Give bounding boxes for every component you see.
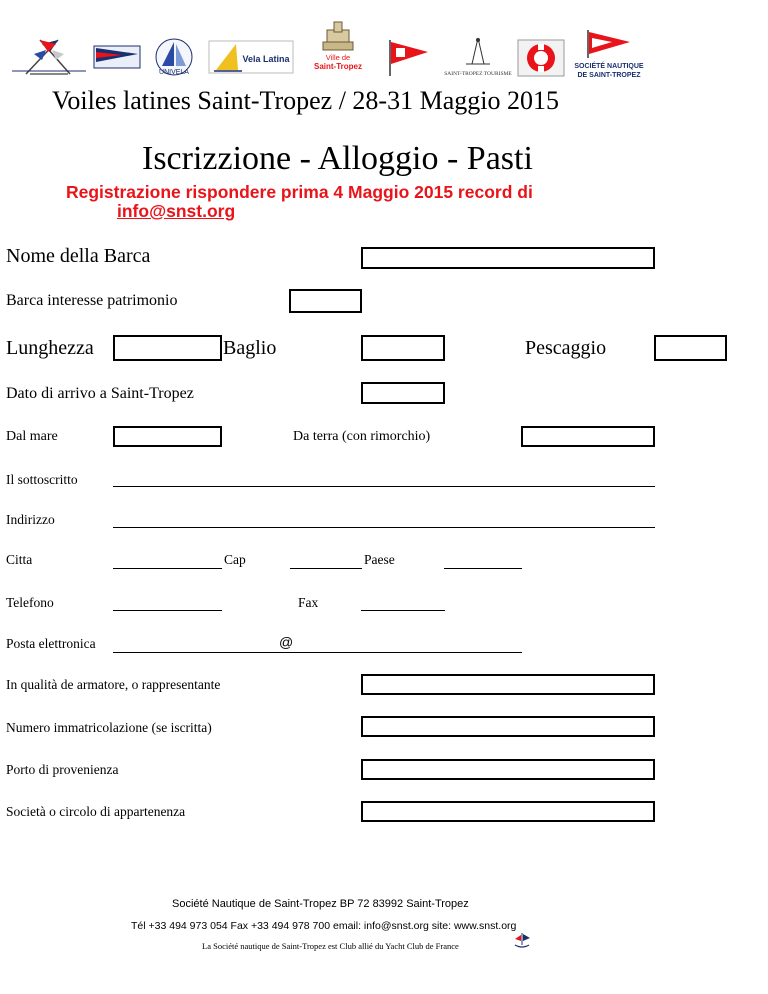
snst-burgee-icon — [568, 28, 650, 80]
owner-label: In qualità de armatore, o rappresentante — [6, 677, 221, 692]
undersigned-line[interactable] — [113, 486, 655, 487]
arrival-date-input[interactable] — [361, 382, 445, 404]
lifebuoy-logo — [516, 38, 566, 78]
beam-label: Baglio — [223, 337, 277, 359]
boat-name-label: Nome della Barca — [6, 245, 151, 267]
club-input[interactable] — [361, 801, 655, 822]
registration-notice: Registrazione rispondere prima 4 Maggio 2015 record di — [66, 182, 533, 202]
svg-text:SOCIÉTÉ NAUTIQUE: SOCIÉTÉ NAUTIQUE — [574, 63, 644, 70]
city-label: Citta — [6, 552, 33, 567]
citadel-icon — [307, 20, 369, 74]
svg-text:Saint-Tropez: Saint-Tropez — [313, 62, 363, 71]
arrival-date-label: Dato di arrivo a Saint-Tropez — [6, 385, 194, 402]
saint-tropez-tourisme-logo — [438, 34, 518, 80]
svg-text:Vela Latina: Vela Latina — [242, 54, 290, 64]
heritage-label: Barca interesse patrimonio — [6, 292, 178, 309]
port-input[interactable] — [361, 759, 655, 780]
footer-contacts: Tél +33 494 973 054 Fax +33 494 978 700 email: info@snst.org site: www.snst.org — [131, 920, 517, 932]
length-input[interactable] — [113, 335, 222, 361]
by-sea-label: Dal mare — [6, 429, 58, 444]
page-title: Iscrizzione - Alloggio - Pasti — [142, 140, 533, 177]
heritage-input[interactable] — [289, 289, 362, 313]
crossed-flags-icon — [6, 38, 92, 78]
footer-affiliation: La Société nautique de Saint-Tropez est Club allié du Yacht Club de France — [202, 941, 459, 951]
univela-logo — [150, 36, 198, 78]
registration-label: Numero immatricolazione (se iscritta) — [6, 720, 212, 735]
phone-line[interactable] — [113, 610, 222, 611]
address-label: Indirizzo — [6, 512, 55, 527]
svg-text:SAINT-TROPEZ TOURISME: SAINT-TROPEZ TOURISME — [444, 71, 512, 77]
country-line[interactable] — [444, 568, 522, 569]
svg-text:DE SAINT-TROPEZ: DE SAINT-TROPEZ — [577, 72, 641, 79]
ville-saint-tropez-logo — [307, 20, 369, 74]
owner-input[interactable] — [361, 674, 655, 695]
length-label: Lunghezza — [6, 337, 94, 359]
beam-input[interactable] — [361, 335, 445, 361]
fax-label: Fax — [298, 595, 319, 610]
yacht-club-emblem-icon — [512, 932, 532, 955]
burgee-icon — [386, 38, 430, 78]
notice-email-link[interactable]: info@snst.org — [117, 201, 236, 221]
by-land-input[interactable] — [521, 426, 655, 447]
fax-line[interactable] — [361, 610, 445, 611]
address-line[interactable] — [113, 527, 655, 528]
draft-label: Pescaggio — [525, 337, 607, 359]
by-sea-input[interactable] — [113, 426, 222, 447]
tower-icon — [438, 34, 518, 80]
pennant-blue-logo — [92, 40, 142, 74]
email-label: Posta elettronica — [6, 636, 96, 651]
logo-strip — [0, 20, 768, 90]
draft-input[interactable] — [654, 335, 727, 361]
svg-text:Ville de: Ville de — [325, 53, 351, 62]
vela-latina-logo — [208, 40, 294, 74]
port-label: Porto di provenienza — [6, 762, 119, 777]
country-label: Paese — [364, 552, 395, 567]
city-line[interactable] — [113, 568, 222, 569]
at-sign: @ — [279, 634, 294, 650]
undersigned-label: Il sottoscritto — [6, 472, 78, 487]
zip-label: Cap — [224, 552, 246, 567]
svg-text:UNIVELA: UNIVELA — [159, 69, 189, 76]
zip-line[interactable] — [290, 568, 362, 569]
footer-address: Société Nautique de Saint-Tropez BP 72 83992 Saint-Tropez — [172, 898, 469, 910]
registration-input[interactable] — [361, 716, 655, 737]
email-line[interactable] — [113, 652, 522, 653]
univela-icon — [150, 36, 198, 78]
phone-label: Telefono — [6, 595, 54, 610]
red-burgee-logo — [386, 38, 430, 78]
boat-name-input[interactable] — [361, 247, 655, 269]
flags-logo — [6, 38, 92, 78]
pennant-icon — [92, 40, 142, 74]
by-land-label: Da terra (con rimorchio) — [293, 429, 431, 444]
club-label: Società o circolo di appartenenza — [6, 804, 186, 819]
event-title: Voiles latines Saint-Tropez / 28-31 Maggio 2015 — [52, 86, 559, 115]
societe-nautique-logo — [568, 28, 650, 80]
sail-icon — [208, 40, 294, 74]
lifebuoy-icon — [516, 38, 566, 78]
